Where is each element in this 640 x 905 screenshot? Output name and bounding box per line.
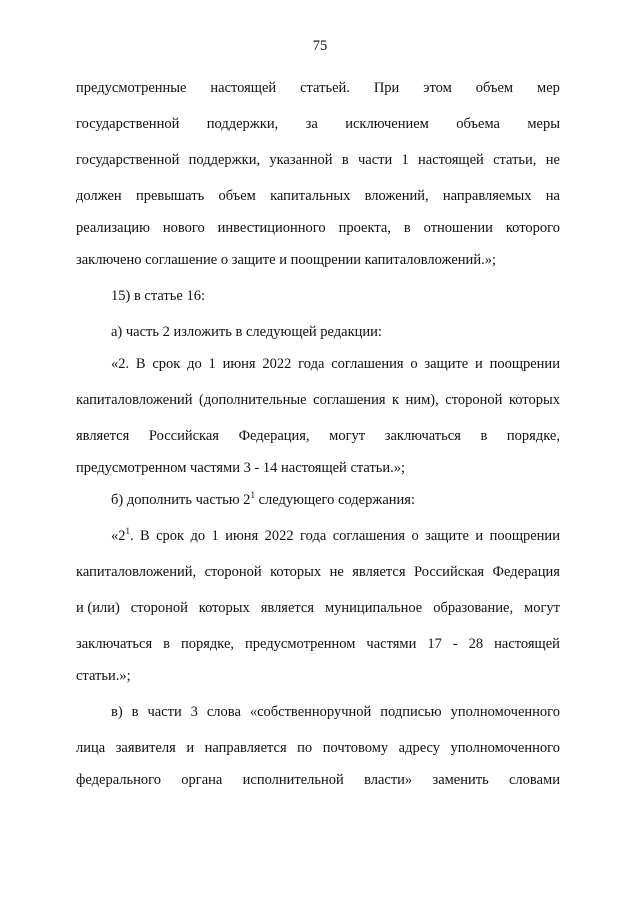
text-word: превышать bbox=[135, 188, 205, 204]
text-line: статьи.»; bbox=[76, 668, 131, 684]
text-word: настоящей bbox=[418, 152, 484, 168]
text-word: должен bbox=[76, 188, 122, 204]
text-word: Российская bbox=[148, 428, 219, 444]
text-word: является bbox=[352, 564, 406, 580]
text-word: части bbox=[147, 704, 182, 720]
text-line: предусмотренном частями 3 - 14 настоящей статьи.»; bbox=[76, 460, 406, 476]
text-line bbox=[111, 491, 560, 509]
text-word: Федерация, bbox=[238, 428, 310, 444]
page-number: 75 bbox=[312, 38, 328, 54]
text-word: этом bbox=[423, 80, 452, 96]
text-word: в) bbox=[111, 704, 123, 720]
text-word: статьей. bbox=[300, 80, 350, 96]
text-word: к bbox=[392, 392, 400, 408]
text-line bbox=[76, 151, 560, 169]
text-fragment: . bbox=[130, 528, 134, 544]
text-word: по bbox=[297, 740, 313, 756]
text-word: года bbox=[298, 356, 325, 372]
text-word: органа bbox=[181, 772, 223, 788]
text-line bbox=[76, 115, 560, 133]
text-word: «собственноручной bbox=[249, 704, 372, 720]
text-word: образование, bbox=[433, 600, 514, 616]
text-word: до bbox=[190, 528, 206, 544]
text-word: на bbox=[545, 188, 560, 204]
text-word: поощрении bbox=[489, 356, 560, 372]
text-word: о bbox=[410, 356, 418, 372]
text-word: государственной bbox=[76, 152, 180, 168]
text-word: мер bbox=[537, 80, 560, 96]
text-word: в bbox=[341, 152, 349, 168]
superscript: 1 bbox=[125, 526, 130, 537]
text-word: почтовому bbox=[322, 740, 389, 756]
text-word: могут bbox=[329, 428, 366, 444]
text-word: исключением bbox=[345, 116, 429, 132]
text-line: 15) в статье 16: bbox=[111, 288, 205, 304]
text-fragment: б) дополнить частью 2 bbox=[111, 492, 251, 508]
text-word: могут bbox=[524, 600, 560, 616]
text-word: 3 bbox=[190, 704, 198, 720]
text-word: и (или) bbox=[76, 600, 120, 616]
text-word: реализацию bbox=[76, 220, 150, 236]
text-word: уполномоченного bbox=[450, 704, 560, 720]
text-word: статьи, bbox=[493, 152, 537, 168]
text-word: которых bbox=[508, 392, 560, 408]
text-word: которых bbox=[198, 600, 250, 616]
text-line bbox=[76, 427, 560, 445]
text-word: 1 bbox=[211, 528, 219, 544]
text-line bbox=[76, 563, 560, 581]
text-word: власти» bbox=[364, 772, 413, 788]
text-word: проекта, bbox=[338, 220, 391, 236]
text-word: июня bbox=[222, 356, 256, 372]
text-word: является bbox=[260, 600, 315, 616]
text-word: стороной bbox=[445, 392, 503, 408]
text-line bbox=[111, 703, 560, 721]
text-word: направляемых bbox=[442, 188, 532, 204]
text-word: заключаться bbox=[384, 428, 461, 444]
text-word: лица bbox=[76, 740, 106, 756]
text-line bbox=[76, 79, 560, 97]
text-word bbox=[111, 527, 134, 545]
text-word: в bbox=[403, 220, 411, 236]
text-word: не bbox=[329, 564, 344, 580]
text-line: заключено соглашение о защите и поощрении капиталовложений.»; bbox=[76, 252, 496, 268]
text-word: капитальных bbox=[270, 188, 351, 204]
text-word: При bbox=[373, 80, 400, 96]
text-word: словами bbox=[509, 772, 560, 788]
text-word: исполнительной bbox=[242, 772, 344, 788]
text-word: (дополнительные bbox=[199, 392, 307, 408]
text-word: В bbox=[135, 356, 146, 372]
text-word: указанной bbox=[269, 152, 333, 168]
text-word: предусмотренные bbox=[76, 80, 187, 96]
text-word: и bbox=[475, 528, 484, 544]
text-word: предусмотренном bbox=[245, 636, 356, 652]
text-word: меры bbox=[527, 116, 560, 132]
text-word: части bbox=[357, 152, 393, 168]
text-word: Российская bbox=[414, 564, 485, 580]
text-word: частями bbox=[366, 636, 417, 652]
text-fragment: следующего содержания: bbox=[254, 492, 416, 508]
text-line bbox=[76, 739, 560, 757]
text-word: не bbox=[545, 152, 560, 168]
text-word: заменить bbox=[432, 772, 489, 788]
text-word: направляется bbox=[204, 740, 287, 756]
text-word: объем bbox=[218, 188, 256, 204]
text-word: года bbox=[300, 528, 327, 544]
text-word: капиталовложений, bbox=[76, 564, 197, 580]
text-line bbox=[76, 219, 560, 237]
text-word: 2022 bbox=[262, 356, 292, 372]
text-word: которых bbox=[270, 564, 322, 580]
text-word: июня bbox=[225, 528, 259, 544]
text-word: нового bbox=[162, 220, 205, 236]
text-word: капиталовложений bbox=[76, 392, 193, 408]
superscript: 1 bbox=[250, 490, 255, 501]
text-word: поощрении bbox=[489, 528, 560, 544]
text-word: подписью bbox=[380, 704, 442, 720]
text-word: - bbox=[452, 636, 458, 652]
text-line bbox=[76, 187, 560, 205]
text-word: настоящей bbox=[210, 80, 277, 96]
text-word: 1 bbox=[401, 152, 409, 168]
text-word: стороной bbox=[130, 600, 188, 616]
text-word: 28 bbox=[468, 636, 484, 652]
text-word: объема bbox=[456, 116, 500, 132]
text-word: срок bbox=[152, 356, 181, 372]
text-word: защите bbox=[425, 528, 469, 544]
text-word: федерального bbox=[76, 772, 161, 788]
text-word: является bbox=[76, 428, 130, 444]
text-word: которого bbox=[505, 220, 560, 236]
text-word: инвестиционного bbox=[217, 220, 326, 236]
text-word: в bbox=[480, 428, 488, 444]
text-word: ним), bbox=[405, 392, 439, 408]
text-word: в bbox=[163, 636, 170, 652]
text-word: порядке, bbox=[180, 636, 235, 652]
text-word: заявителя bbox=[115, 740, 176, 756]
text-line bbox=[111, 355, 560, 373]
text-word: поддержки, bbox=[188, 152, 261, 168]
text-line bbox=[111, 527, 560, 545]
text-word: 1 bbox=[208, 356, 216, 372]
text-word: уполномоченного bbox=[450, 740, 560, 756]
text-word: В bbox=[140, 528, 150, 544]
text-word: соглашения bbox=[332, 528, 406, 544]
text-word: соглашения bbox=[313, 392, 386, 408]
text-word: государственной bbox=[76, 116, 180, 132]
text-line bbox=[76, 391, 560, 409]
text-word: поддержки, bbox=[206, 116, 279, 132]
text-word: отношении bbox=[423, 220, 493, 236]
text-word: «2. bbox=[111, 356, 130, 372]
text-word: до bbox=[187, 356, 202, 372]
text-line bbox=[76, 635, 560, 653]
text-word: Федерация bbox=[492, 564, 560, 580]
text-word: за bbox=[305, 116, 318, 132]
text-line bbox=[76, 771, 560, 789]
text-word: настоящей bbox=[494, 636, 560, 652]
text-word: заключаться bbox=[76, 636, 153, 652]
text-word: и bbox=[186, 740, 195, 756]
text-word: стороной bbox=[204, 564, 262, 580]
text-word: вложений, bbox=[364, 188, 429, 204]
text-word: 17 bbox=[427, 636, 442, 652]
text-word: 2022 bbox=[264, 528, 294, 544]
text-word: адресу bbox=[398, 740, 441, 756]
text-line: а) часть 2 изложить в следующей редакции: bbox=[111, 324, 382, 340]
text-fragment: «2 bbox=[111, 528, 126, 544]
text-line bbox=[76, 599, 560, 617]
text-word: защите bbox=[424, 356, 469, 372]
text-word: слова bbox=[206, 704, 241, 720]
text-word: объем bbox=[475, 80, 514, 96]
text-word: о bbox=[411, 528, 419, 544]
text-word: срок bbox=[156, 528, 185, 544]
text-word: в bbox=[131, 704, 139, 720]
text-word: порядке, bbox=[506, 428, 560, 444]
text-word: соглашения bbox=[331, 356, 404, 372]
text-word: муниципальное bbox=[324, 600, 423, 616]
text-word: и bbox=[475, 356, 483, 372]
